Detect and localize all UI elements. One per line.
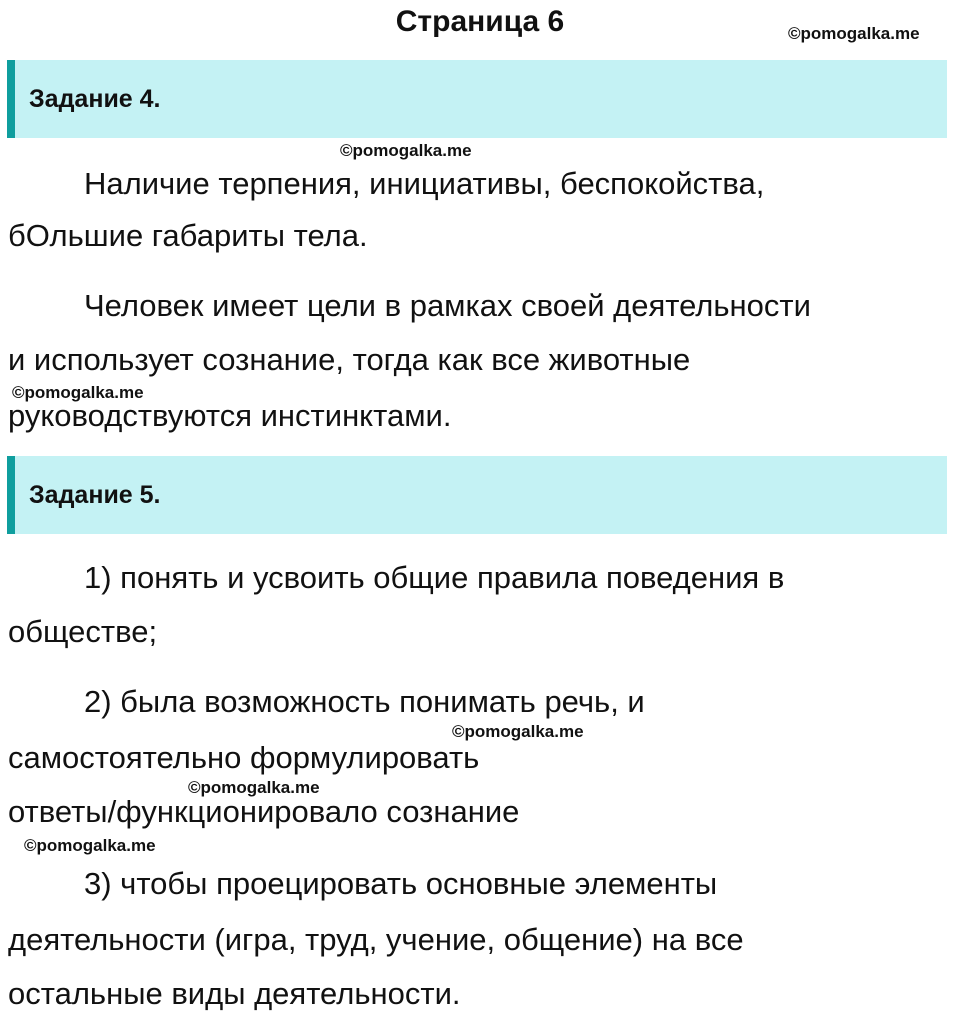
task-5-paragraph-3-line-3: остальные виды деятельности. (8, 976, 461, 1011)
task-5-paragraph-3-line-1: 3) чтобы проецировать основные элементы (84, 866, 718, 901)
task-5-paragraph-2-line-1: 2) была возможность понимать речь, и (84, 684, 645, 719)
watermark: ©pomogalka.me (12, 383, 144, 402)
task-4-paragraph-2-line-3: руководствуются инстинктами. (8, 398, 452, 433)
task-4-paragraph-1-line-1: Наличие терпения, инициативы, беспокойства, (84, 166, 765, 201)
watermark: ©pomogalka.me (188, 778, 320, 797)
task-5-title: Задание 5. (29, 481, 161, 509)
page-title: Страница 6 (395, 5, 565, 38)
watermark: ©pomogalka.me (452, 722, 584, 741)
watermark: ©pomogalka.me (788, 24, 920, 43)
task-4-paragraph-2-line-1: Человек имеет цели в рамках своей деятельности (84, 288, 811, 323)
watermark: ©pomogalka.me (24, 836, 156, 855)
task-4-title: Задание 4. (29, 85, 161, 113)
task-5-paragraph-3-line-2: деятельности (игра, труд, учение, общение) на все (8, 922, 744, 957)
task-5-header (7, 456, 947, 534)
task-5-paragraph-1-line-1: 1) понять и усвоить общие правила поведения в (84, 560, 785, 595)
task-5-paragraph-1-line-2: обществе; (8, 614, 158, 649)
watermark: ©pomogalka.me (340, 141, 472, 160)
task-4-header (7, 60, 947, 138)
task-5-paragraph-2-line-2: самостоятельно формулировать (8, 740, 480, 775)
task-4-paragraph-2-line-2: и использует сознание, тогда как все животные (8, 342, 691, 377)
task-5-paragraph-2-line-3: ответы/функционировало сознание (8, 794, 520, 829)
task-4-paragraph-1-line-2: бОльшие габариты тела. (8, 218, 368, 253)
